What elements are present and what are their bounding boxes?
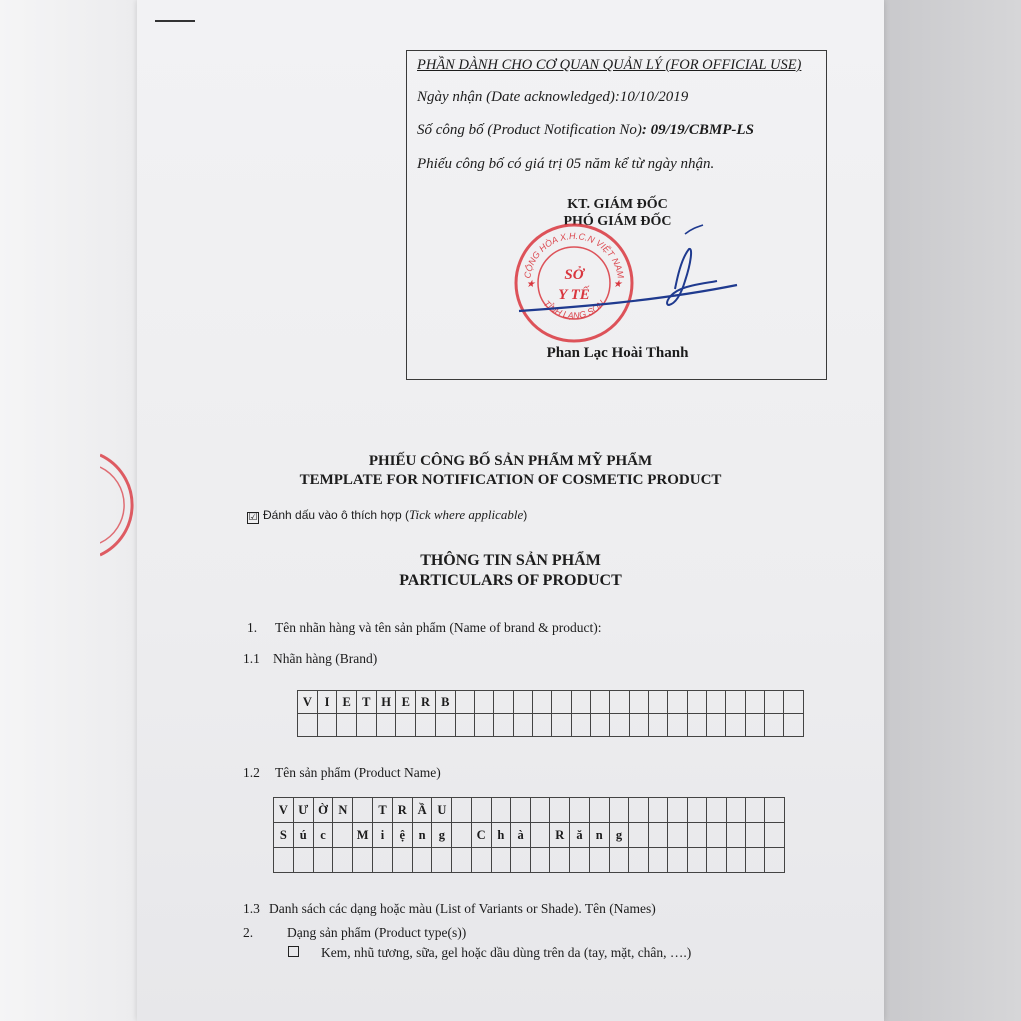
grid-cell[interactable]: R: [416, 691, 436, 714]
grid-cell[interactable]: [396, 714, 416, 737]
grid-cell[interactable]: [726, 848, 745, 873]
grid-cell[interactable]: n: [589, 823, 609, 848]
grid-cell[interactable]: ệ: [392, 823, 412, 848]
grid-cell[interactable]: [687, 848, 706, 873]
grid-cell[interactable]: [435, 714, 455, 737]
grid-cell[interactable]: [452, 798, 471, 823]
product-type-option: [288, 945, 691, 961]
grid-row: [274, 798, 785, 823]
grid-cell[interactable]: [765, 848, 785, 873]
grid-cell[interactable]: [571, 691, 590, 714]
grid-cell[interactable]: [416, 714, 436, 737]
grid-cell[interactable]: [491, 848, 511, 873]
grid-cell[interactable]: [298, 714, 318, 737]
grid-cell[interactable]: [357, 714, 377, 737]
grid-cell[interactable]: [552, 714, 571, 737]
item-text: Danh sách các dạng hoặc màu (List of Variants or Shade). Tên (Names): [269, 901, 656, 916]
page-mark: [155, 20, 195, 22]
date-value: 10/10/2019: [619, 89, 689, 105]
seal-star-left-icon: ★: [526, 279, 535, 290]
item-number: 2.: [243, 925, 254, 940]
grid-cell[interactable]: [610, 714, 629, 737]
form-title-en: TEMPLATE FOR NOTIFICATION OF COSMETIC PRODUCT: [299, 472, 722, 488]
tick-instruction: [247, 507, 527, 524]
grid-cell[interactable]: [745, 714, 764, 737]
grid-cell[interactable]: [765, 823, 785, 848]
grid-cell[interactable]: [746, 823, 765, 848]
grid-cell[interactable]: [293, 848, 313, 873]
grid-cell[interactable]: [687, 714, 706, 737]
grid-cell[interactable]: [474, 714, 493, 737]
grid-cell[interactable]: C: [471, 823, 491, 848]
grid-cell[interactable]: [609, 798, 629, 823]
seal-center-2: Y TẾ: [558, 287, 590, 303]
grid-cell[interactable]: [452, 823, 471, 848]
section-title-vi: THÔNG TIN SẢN PHẨM: [420, 552, 601, 569]
grid-cell[interactable]: [765, 798, 785, 823]
grid-cell[interactable]: [376, 714, 396, 737]
notification-number: [417, 122, 754, 139]
grid-cell[interactable]: [745, 691, 764, 714]
item-number: 1.: [247, 620, 258, 635]
number-label: Số công bố (Product Notification No): [417, 122, 642, 138]
grid-cell[interactable]: [513, 714, 532, 737]
grid-cell[interactable]: [494, 714, 513, 737]
grid-cell[interactable]: [591, 714, 610, 737]
date-acknowledged: [417, 89, 688, 106]
grid-cell[interactable]: [784, 691, 804, 714]
grid-cell[interactable]: [313, 848, 333, 873]
grid-cell[interactable]: [765, 691, 784, 714]
grid-cell[interactable]: Ờ: [313, 798, 333, 823]
grid-cell[interactable]: [353, 848, 373, 873]
grid-cell[interactable]: U: [432, 798, 452, 823]
item-number: 1.1: [243, 651, 260, 666]
grid-cell[interactable]: [668, 823, 687, 848]
grid-cell[interactable]: V: [274, 798, 294, 823]
grid-cell[interactable]: [452, 848, 471, 873]
grid-cell[interactable]: [532, 714, 551, 737]
grid-cell[interactable]: [668, 798, 687, 823]
grid-cell[interactable]: [707, 714, 726, 737]
date-label: Ngày nhận (Date acknowledged):: [417, 89, 620, 105]
grid-cell[interactable]: [589, 798, 609, 823]
item-number: 1.3: [243, 901, 260, 916]
grid-cell[interactable]: [455, 691, 474, 714]
grid-cell[interactable]: R: [392, 798, 412, 823]
grid-cell[interactable]: [530, 823, 549, 848]
grid-cell[interactable]: [513, 691, 532, 714]
grid-cell[interactable]: [726, 798, 745, 823]
item-text: Tên nhãn hàng và tên sản phẩm (Name of brand & product):: [275, 620, 602, 635]
tick-close: ): [523, 508, 528, 522]
grid-cell[interactable]: [668, 714, 687, 737]
grid-cell[interactable]: [530, 848, 549, 873]
grid-row: [274, 823, 785, 848]
grid-cell[interactable]: [491, 798, 511, 823]
grid-cell[interactable]: [687, 691, 706, 714]
grid-cell[interactable]: [726, 691, 745, 714]
grid-cell[interactable]: [392, 848, 412, 873]
sign-title-2: PHÓ GIÁM ĐỐC: [563, 214, 672, 229]
grid-cell[interactable]: [532, 691, 551, 714]
grid-cell[interactable]: [609, 848, 629, 873]
grid-cell[interactable]: M: [353, 823, 373, 848]
grid-cell[interactable]: [629, 798, 648, 823]
grid-cell[interactable]: [649, 691, 668, 714]
grid-cell[interactable]: [668, 691, 687, 714]
grid-cell[interactable]: [333, 823, 353, 848]
option-text: Kem, nhũ tương, sữa, gel hoặc dầu dùng trên da (tay, mặt, chân, ….): [321, 945, 692, 960]
seal-center-1: SỞ: [564, 267, 584, 283]
grid-cell[interactable]: [629, 848, 648, 873]
item-text: Dạng sản phẩm (Product type(s)): [287, 925, 467, 940]
tick-text: Đánh dấu vào ô thích hợp (: [263, 508, 409, 522]
brand-grid: [297, 690, 804, 737]
grid-cell[interactable]: [471, 798, 491, 823]
grid-cell[interactable]: R: [550, 823, 570, 848]
grid-cell[interactable]: B: [435, 691, 455, 714]
grid-cell[interactable]: h: [491, 823, 511, 848]
grid-cell[interactable]: [589, 848, 609, 873]
grid-cell[interactable]: [765, 714, 784, 737]
grid-cell[interactable]: ú: [293, 823, 313, 848]
grid-cell[interactable]: à: [511, 823, 531, 848]
grid-cell[interactable]: S: [274, 823, 294, 848]
item-number: 1.2: [243, 765, 260, 780]
grid-cell[interactable]: [629, 714, 648, 737]
grid-cell[interactable]: ă: [570, 823, 590, 848]
grid-cell[interactable]: [550, 798, 570, 823]
grid-cell[interactable]: [570, 848, 590, 873]
form-title-vi: PHIẾU CÔNG BỐ SẢN PHẨM MỸ PHẨM: [368, 453, 653, 469]
grid-cell[interactable]: [432, 848, 452, 873]
grid-cell[interactable]: [412, 848, 432, 873]
grid-cell[interactable]: I: [317, 691, 337, 714]
grid-cell[interactable]: V: [298, 691, 318, 714]
grid-cell[interactable]: [726, 823, 745, 848]
grid-cell[interactable]: E: [337, 691, 357, 714]
grid-cell[interactable]: T: [373, 798, 393, 823]
grid-cell[interactable]: [552, 691, 571, 714]
grid-cell[interactable]: [649, 714, 668, 737]
item-text: Nhãn hàng (Brand): [273, 651, 378, 666]
grid-cell[interactable]: [317, 714, 337, 737]
grid-cell[interactable]: [726, 714, 745, 737]
grid-cell[interactable]: [687, 798, 706, 823]
grid-cell[interactable]: [648, 798, 667, 823]
grid-cell[interactable]: c: [313, 823, 333, 848]
grid-cell[interactable]: [707, 798, 726, 823]
background-right: [884, 0, 1021, 1021]
grid-row: [298, 691, 804, 714]
grid-cell[interactable]: Ầ: [412, 798, 432, 823]
official-use-box: [406, 50, 827, 380]
grid-cell[interactable]: [511, 798, 531, 823]
grid-cell[interactable]: [591, 691, 610, 714]
seal-text-bottom: TỈNH LẠNG SƠN: [541, 298, 607, 321]
handwritten-signature: [507, 219, 747, 329]
grid-cell[interactable]: i: [373, 823, 393, 848]
grid-cell[interactable]: [570, 798, 590, 823]
official-use-header: PHẦN DÀNH CHO CƠ QUAN QUẢN LÝ (FOR OFFICIAL USE): [417, 57, 802, 73]
tick-text-en: Tick where applicable: [408, 507, 524, 522]
grid-cell[interactable]: [746, 848, 765, 873]
section-title-en: PARTICULARS OF PRODUCT: [399, 572, 622, 589]
seal-star-right-icon: ★: [613, 279, 622, 290]
grid-cell[interactable]: Ư: [293, 798, 313, 823]
grid-cell[interactable]: [333, 848, 353, 873]
grid-cell[interactable]: [471, 848, 491, 873]
validity-note: Phiếu công bố có giá trị 05 năm kể từ ngày nhận.: [417, 156, 715, 172]
grid-cell[interactable]: [274, 848, 294, 873]
grid-cell[interactable]: [707, 848, 726, 873]
grid-cell[interactable]: [353, 798, 373, 823]
grid-cell[interactable]: [571, 714, 590, 737]
grid-cell[interactable]: [530, 798, 549, 823]
grid-cell[interactable]: [610, 691, 629, 714]
grid-cell[interactable]: [455, 714, 474, 737]
grid-cell[interactable]: [629, 691, 648, 714]
grid-cell[interactable]: [746, 798, 765, 823]
grid-cell[interactable]: N: [333, 798, 353, 823]
sign-title-1: KT. GIÁM ĐỐC: [567, 197, 668, 212]
grid-cell[interactable]: [784, 714, 804, 737]
product-name-grid: [273, 797, 785, 873]
grid-cell[interactable]: [511, 848, 531, 873]
grid-cell[interactable]: H: [376, 691, 396, 714]
grid-cell[interactable]: [668, 848, 687, 873]
grid-row: [274, 848, 785, 873]
grid-cell[interactable]: g: [609, 823, 629, 848]
grid-cell[interactable]: [629, 823, 648, 848]
number-value: : 09/19/CBMP-LS: [641, 122, 754, 138]
checkbox-empty[interactable]: [288, 946, 299, 957]
grid-row: [298, 714, 804, 737]
grid-cell[interactable]: [707, 823, 726, 848]
grid-cell[interactable]: g: [432, 823, 452, 848]
grid-cell[interactable]: [494, 691, 513, 714]
grid-cell[interactable]: [550, 848, 570, 873]
signer-name: Phan Lạc Hoài Thanh: [546, 345, 689, 361]
grid-cell[interactable]: [687, 823, 706, 848]
grid-cell[interactable]: [373, 848, 393, 873]
grid-cell[interactable]: [707, 691, 726, 714]
grid-cell[interactable]: T: [357, 691, 377, 714]
grid-cell[interactable]: [474, 691, 493, 714]
grid-cell[interactable]: E: [396, 691, 416, 714]
item-text: Tên sản phẩm (Product Name): [275, 765, 441, 780]
seal-text-top: CỘNG HÒA X.H.C.N VIỆT NAM: [522, 230, 626, 280]
grid-cell[interactable]: [337, 714, 357, 737]
grid-cell[interactable]: n: [412, 823, 432, 848]
grid-cell[interactable]: [648, 823, 667, 848]
checked-box-icon: ☑: [248, 512, 258, 523]
grid-cell[interactable]: [648, 848, 667, 873]
